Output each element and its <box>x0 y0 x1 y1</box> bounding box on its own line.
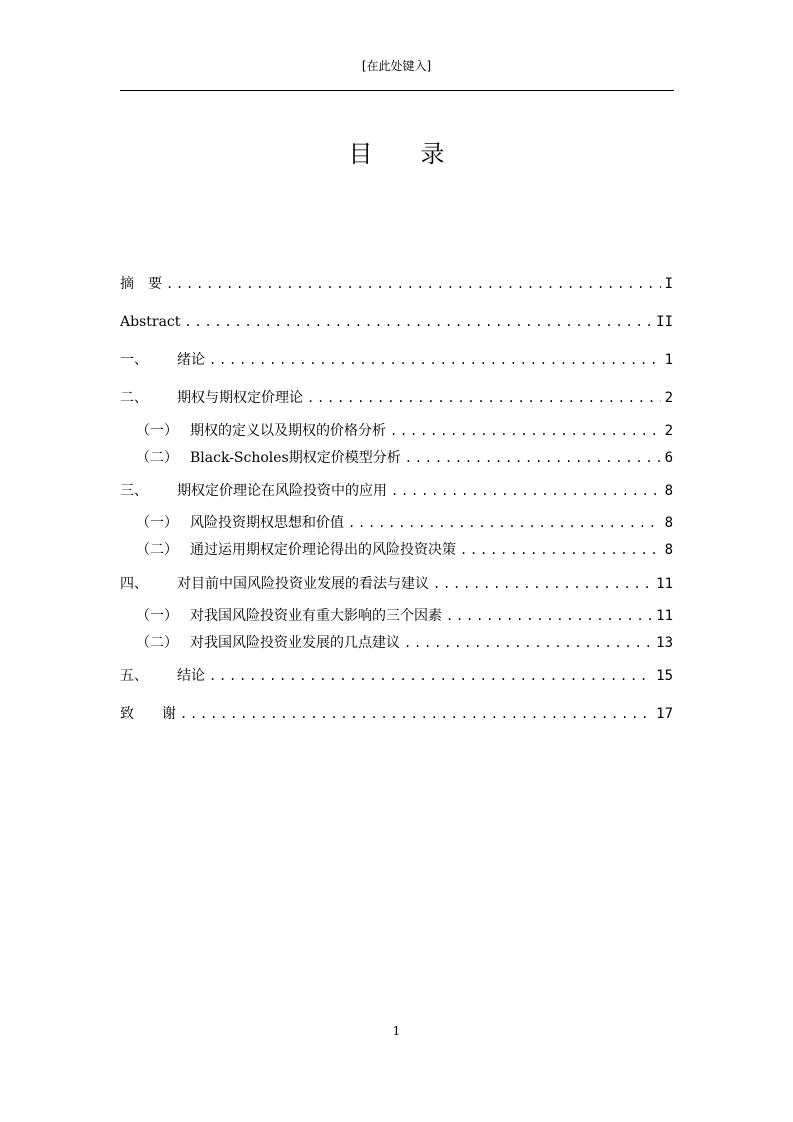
toc-entry-abstract-cn[interactable] <box>120 274 673 294</box>
toc-entry-number: （二） <box>136 450 178 466</box>
toc-title <box>0 134 793 169</box>
toc-entry-number: 二、 <box>120 390 148 406</box>
toc-leader-dots <box>180 704 652 724</box>
toc-entry-label: 对目前中国风险投资业发展的看法与建议 <box>177 576 429 592</box>
toc-entry-page: 6 <box>664 450 673 466</box>
toc-leader-dots <box>460 540 661 560</box>
toc-entry-label: 期权的定义以及期权的价格分析 <box>190 423 386 439</box>
toc-entry-page: 2 <box>664 423 673 439</box>
toc-leader-dots <box>404 633 652 653</box>
toc-entry-number: 四、 <box>120 576 148 592</box>
toc-entry-number: （一） <box>136 608 178 624</box>
toc-entry-chapter-4[interactable] <box>120 574 673 594</box>
toc-leader-dots <box>184 312 652 332</box>
toc-entry-page: 8 <box>664 515 673 531</box>
toc-entry-label: 致 谢 <box>120 706 176 722</box>
toc-entry-page: 1 <box>664 352 673 368</box>
toc-entry-label: 期权与期权定价理论 <box>177 390 303 406</box>
toc-leader-dots <box>166 274 661 294</box>
toc-leader-dots <box>307 388 661 408</box>
toc-entry-label: Abstract <box>120 314 181 330</box>
toc-entry-label: 对我国风险投资业发展的几点建议 <box>190 635 400 651</box>
toc-entry-section-3-1[interactable] <box>136 513 673 533</box>
toc-entry-page: 11 <box>656 576 673 592</box>
toc-leader-dots <box>391 481 661 501</box>
toc-leader-dots <box>209 666 652 686</box>
toc-entry-page: 8 <box>664 483 673 499</box>
toc-entry-label: 期权定价理论在风险投资中的应用 <box>177 483 387 499</box>
toc-entry-section-3-2[interactable] <box>136 540 673 560</box>
toc-leader-dots <box>446 606 652 626</box>
toc-entry-label: 摘 要 <box>120 276 162 292</box>
toc-entry-chapter-5[interactable] <box>120 666 673 686</box>
toc-entry-number: （二） <box>136 542 178 558</box>
toc-entry-section-2-1[interactable] <box>136 421 673 441</box>
toc-title-left: 目 <box>348 140 373 168</box>
toc-entry-page: 11 <box>656 608 673 624</box>
toc-entry-chapter-1[interactable] <box>120 350 673 370</box>
toc-entry-page: 2 <box>664 390 673 406</box>
toc-leader-dots <box>405 448 661 468</box>
toc-entry-page: 8 <box>664 542 673 558</box>
toc-entry-number: 三、 <box>120 483 148 499</box>
toc-leader-dots <box>390 421 661 441</box>
toc-title-right: 录 <box>420 140 445 168</box>
page-header: [在此处键入] <box>361 59 432 73</box>
toc-entry-label: 对我国风险投资业有重大影响的三个因素 <box>190 608 442 624</box>
toc-entry-chapter-2[interactable] <box>120 388 673 408</box>
toc-entry-acknowledgements[interactable] <box>120 704 673 724</box>
toc-entry-abstract-en[interactable] <box>120 312 673 332</box>
toc-entry-chapter-3[interactable] <box>120 481 673 501</box>
toc-entry-label: 风险投资期权思想和价值 <box>190 515 344 531</box>
toc-entry-label: 绪论 <box>177 352 205 368</box>
toc-entry-page: II <box>656 314 673 330</box>
toc-entry-number: （一） <box>136 423 178 439</box>
toc-entry-label: 结论 <box>177 668 205 684</box>
toc-entry-number: （二） <box>136 635 178 651</box>
toc-entry-section-2-2[interactable] <box>136 448 673 468</box>
toc-entry-page: I <box>664 276 673 292</box>
toc-entry-label: Black-Scholes期权定价模型分析 <box>190 450 401 466</box>
toc-entry-number: 一、 <box>120 352 148 368</box>
toc-entry-page: 15 <box>656 668 673 684</box>
toc-entry-label: 通过运用期权定价理论得出的风险投资决策 <box>190 542 456 558</box>
toc-entry-section-4-2[interactable] <box>136 633 673 653</box>
toc-leader-dots <box>433 574 652 594</box>
toc-entry-number: （一） <box>136 515 178 531</box>
toc-leader-dots <box>348 513 661 533</box>
toc-entry-page: 13 <box>656 635 673 651</box>
toc-entry-section-4-1[interactable] <box>136 606 673 626</box>
toc-leader-dots <box>209 350 661 370</box>
header-rule <box>120 90 674 91</box>
toc-entry-number: 五、 <box>120 668 148 684</box>
page-number: 1 <box>392 1024 401 1038</box>
toc-entry-page: 17 <box>656 706 673 722</box>
